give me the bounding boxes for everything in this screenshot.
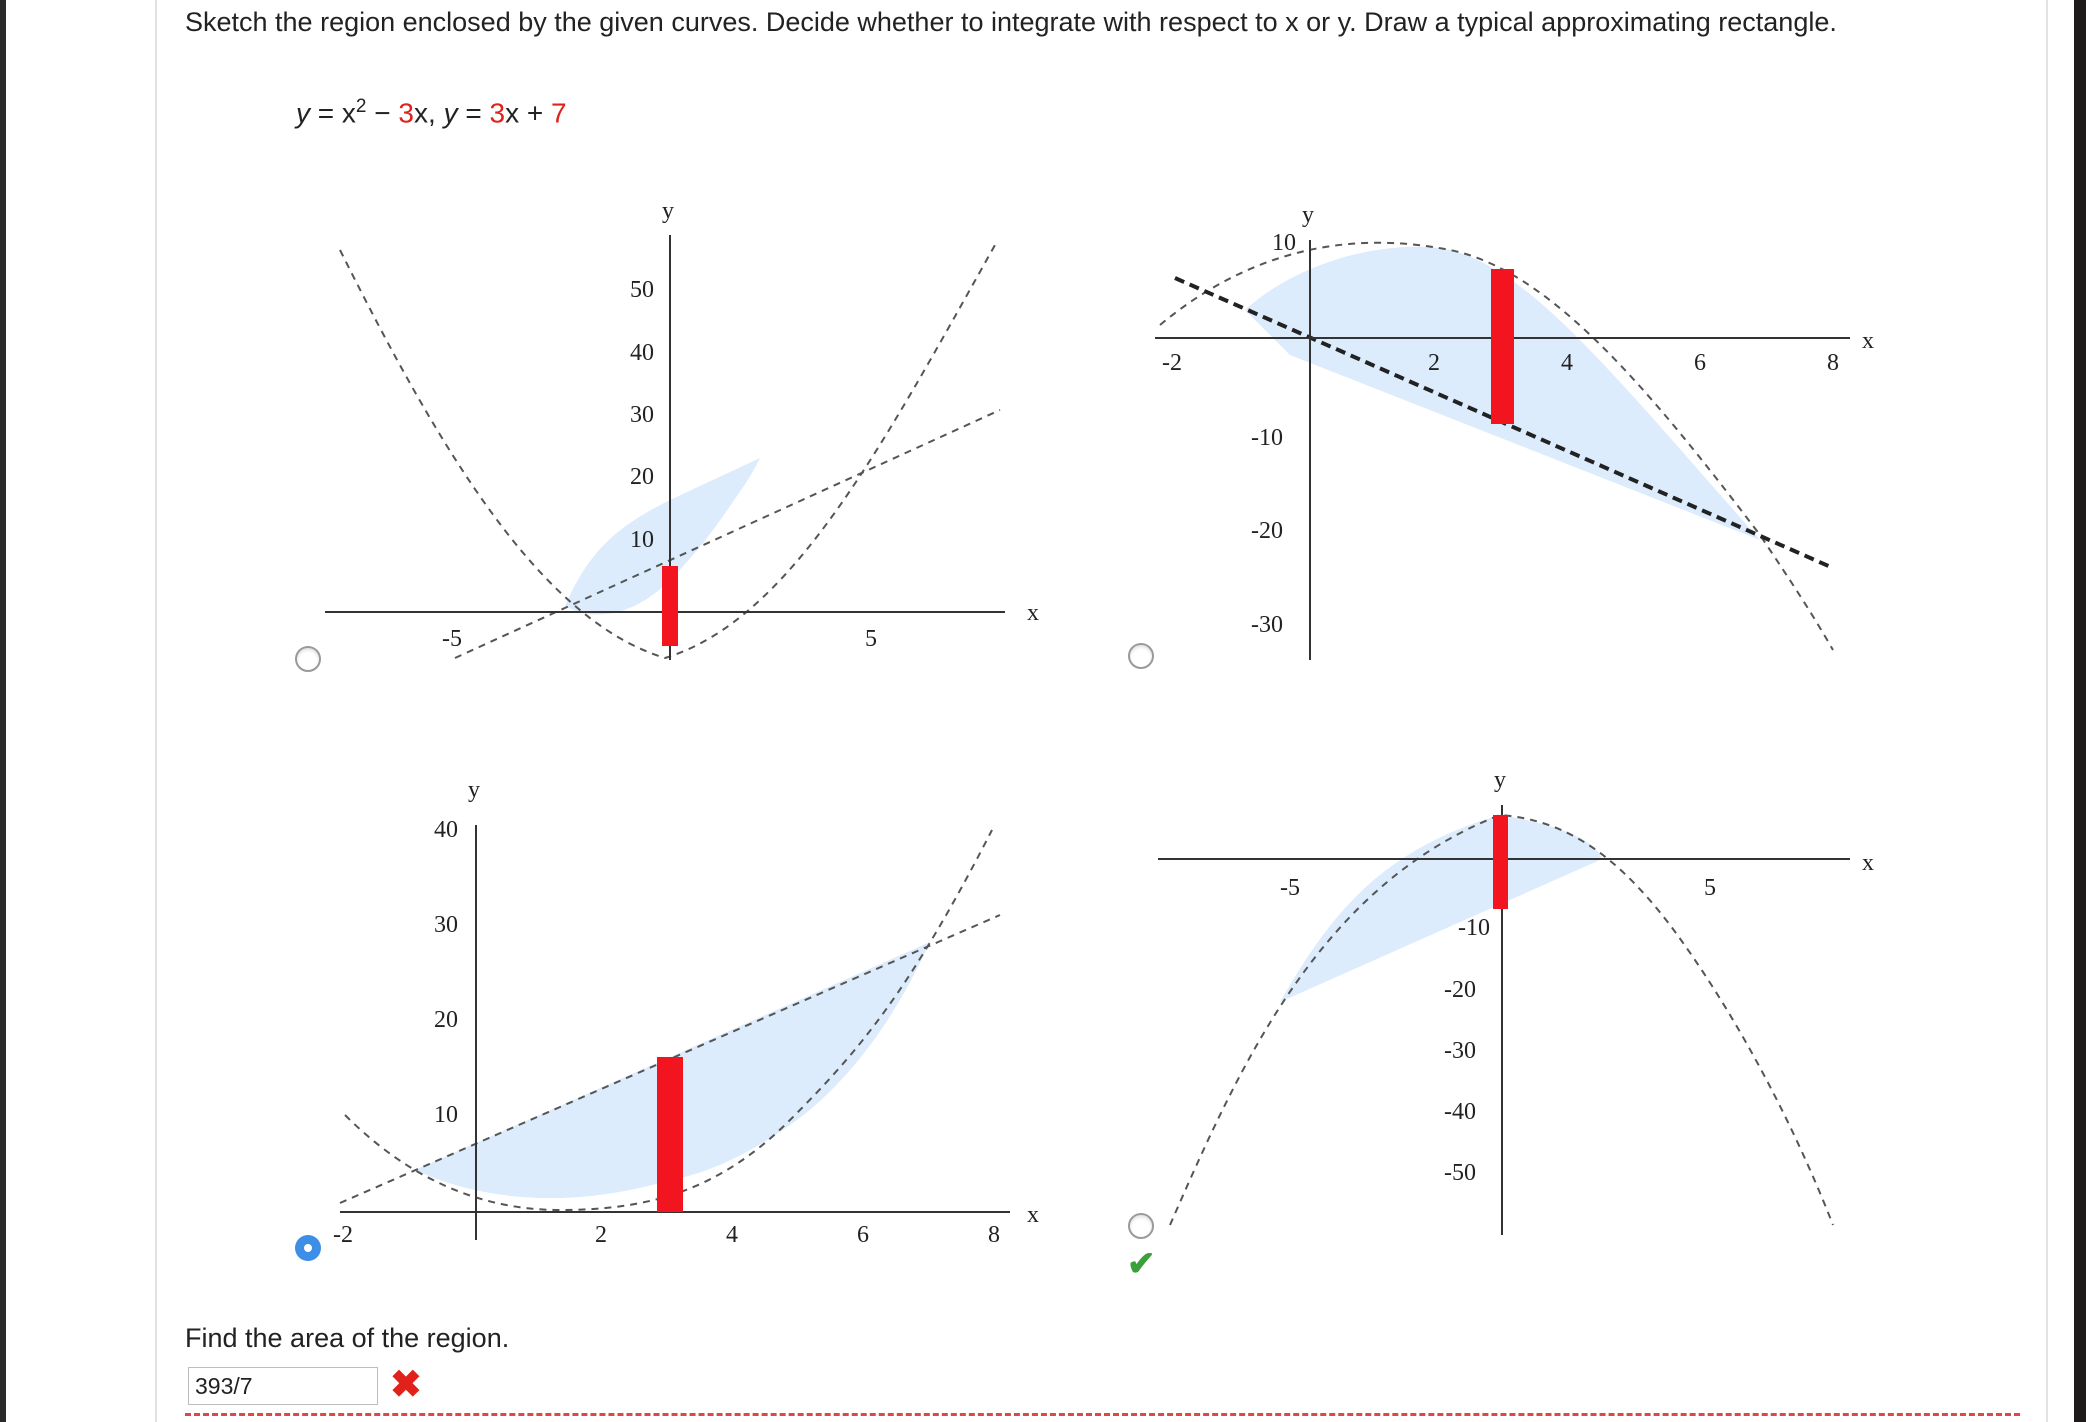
x-axis-label: x — [1027, 1202, 1039, 1228]
graph-option-b — [1150, 190, 1874, 670]
y-axis-label: y — [1302, 202, 1314, 228]
y-tick-label: -20 — [1444, 977, 1476, 1003]
line-curve — [455, 410, 1000, 658]
enclosed-region — [1280, 815, 1602, 1002]
y-axis-label: y — [468, 777, 480, 803]
window-edge-right — [2074, 0, 2086, 1422]
checkmark-icon: ✔ — [1127, 1245, 1156, 1283]
section-divider — [185, 1413, 2020, 1416]
x-tick-label: -2 — [1162, 350, 1182, 376]
approximating-rectangle — [1493, 815, 1508, 909]
y-tick-label: 40 — [630, 340, 654, 366]
graph-option-d — [1150, 765, 1874, 1245]
graph-option-c — [320, 770, 1039, 1250]
y-tick-label: 40 — [434, 817, 458, 843]
x-tick-label: 4 — [726, 1222, 738, 1248]
y-tick-label: -10 — [1458, 915, 1490, 941]
radio-option-b[interactable] — [1128, 643, 1154, 669]
y-tick-label: -40 — [1444, 1099, 1476, 1125]
y-axis-label: y — [662, 198, 674, 224]
x-tick-label: 8 — [988, 1222, 1000, 1248]
window-edge-left — [0, 0, 6, 1422]
x-tick-label: 5 — [865, 626, 877, 652]
y-tick-label: -50 — [1444, 1160, 1476, 1186]
approximating-rectangle — [657, 1057, 683, 1212]
y-tick-label: 30 — [434, 912, 458, 938]
equation: $y = x^2 - 3x$, y = 3x + 7 — [296, 96, 567, 129]
question-text: Sketch the region enclosed by the given curves. Decide whether to integrate with respect to x or y. Draw a typical approximating rectangle. — [185, 7, 1837, 37]
y-tick-label: 20 — [630, 464, 654, 490]
y-tick-label: 10 — [1272, 230, 1296, 256]
cross-icon: ✖ — [390, 1364, 422, 1406]
x-tick-label: 2 — [595, 1222, 607, 1248]
x-tick-label: 8 — [1827, 350, 1839, 376]
x-tick-label: -2 — [333, 1222, 353, 1248]
area-answer-input[interactable] — [188, 1367, 378, 1405]
x-axis-label: x — [1027, 600, 1039, 626]
x-tick-label: 5 — [1704, 875, 1716, 901]
x-tick-label: 6 — [857, 1222, 869, 1248]
graph-option-a — [320, 190, 1039, 670]
find-area-label: Find the area of the region. — [185, 1323, 510, 1353]
y-tick-label: -20 — [1251, 518, 1283, 544]
y-tick-label: -30 — [1251, 612, 1283, 638]
y-tick-label: -30 — [1444, 1038, 1476, 1064]
x-tick-label: -5 — [1280, 875, 1300, 901]
y-tick-label: -10 — [1251, 425, 1283, 451]
x-axis-label: x — [1862, 850, 1874, 876]
y-tick-label: 30 — [630, 402, 654, 428]
x-tick-label: 6 — [1694, 350, 1706, 376]
approximating-rectangle — [1491, 269, 1514, 424]
approximating-rectangle — [662, 566, 678, 646]
x-axis-label: x — [1862, 328, 1874, 354]
y-tick-label: 10 — [434, 1102, 458, 1128]
radio-option-c[interactable] — [295, 1235, 321, 1261]
y-tick-label: 50 — [630, 277, 654, 303]
radio-option-d[interactable] — [1128, 1213, 1154, 1239]
x-tick-label: 4 — [1561, 350, 1573, 376]
y-tick-label: 20 — [434, 1007, 458, 1033]
y-tick-label: 10 — [630, 527, 654, 553]
x-tick-label: 2 — [1428, 350, 1440, 376]
x-tick-label: -5 — [442, 626, 462, 652]
radio-option-a[interactable] — [295, 646, 321, 672]
y-axis-label: y — [1494, 767, 1506, 793]
